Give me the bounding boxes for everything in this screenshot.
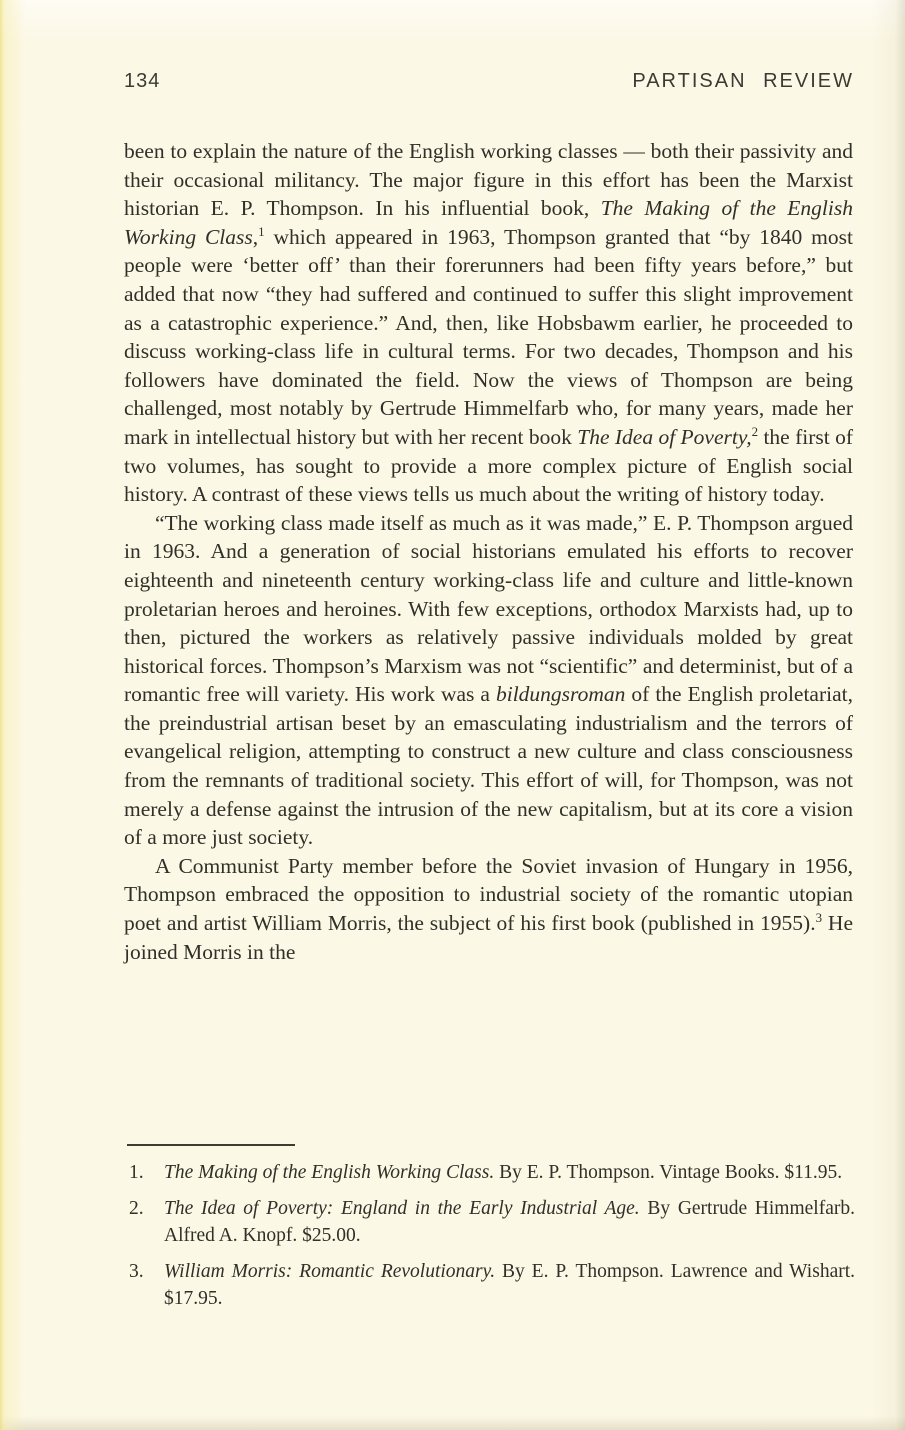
- footnote-1-number: 1.: [129, 1162, 144, 1183]
- footnote-1-text: The Making of the English Working Class. By E. P. Thompson. Vintage Books. $11.95.: [164, 1162, 843, 1183]
- footnote-separator: [127, 1144, 295, 1146]
- paragraph-continuation: been to explain the nature of the English working classes — both their passivity and their occasional militancy. The major figure in this effort has been the Marxist historian E. P. Thompson. In his influential book, The Making of the English Working Class,$^1$ which appeared in 1963, Thompson granted that “by 1840 most people were ‘better off’ than their forerunners had been fifty years before,” but added that now “they had suffered and continued to suffer this slight improvement as a catastrophic experience.” And, then, like Hobsbawm earlier, he proceeded to discuss working-class life in cultural terms. For two decades, Thompson and his followers have dominated the field. Now the views of Thompson are being challenged, most notably by Gertrude Himmelfarb who, for many years, made her mark in intellectual history but with her recent book The Idea of Poverty,$^2$ the first of two volumes, has sought to provide a more complex picture of English social history. A contrast of these views tells us much about the writing of history today.: [124, 139, 854, 507]
- footnote-3-number: 3.: [129, 1261, 144, 1282]
- footnote-3: [124, 1258, 855, 1312]
- running-head: [124, 70, 854, 93]
- page-number: 134: [124, 70, 161, 92]
- journal-title: PARTISAN REVIEW: [632, 70, 854, 92]
- paragraph-working-class: “The working class made itself as much as it was made,” E. P. Thompson argued in 1963. And a generation of social historians emulated his efforts to recover eighteenth and nineteenth century working-class life and culture and little-known proletarian heroes and heroines. With few exceptions, orthodox Marxists had, up to then, pictured the workers as relatively passive individuals molded by great historical forces. Thompson’s Marxism was not “scientific” and determinist, but of a romantic free will variety. His work was a bildungsroman of the English proletariat, the preindustrial artisan beset by an emasculating industrialism and the terrors of evangelical religion, attempting to construct a new culture and class consciousness from the remnants of traditional society. This effort of will, for Thompson, was not merely a defense against the intrusion of the new capitalism, but at its core a vision of a more just society.: [124, 510, 853, 850]
- paragraph-communist-party: A Communist Party member before the Soviet invasion of Hungary in 1956, Thompson embraced the opposition to industrial society of the romantic utopian poet and artist William Morris, the subject of his first book (published in 1955).$^3$ He joined Morris in the: [124, 853, 853, 964]
- footnote-2: [124, 1195, 855, 1249]
- footnote-3-text: William Morris: Romantic Revolutionary. By E. P. Thompson. Lawrence and Wishart. $17.95.: [164, 1261, 856, 1309]
- footnote-2-number: 2.: [129, 1198, 144, 1219]
- footnote-1: [124, 1159, 855, 1186]
- footnotes-section: [124, 1144, 855, 1321]
- footnote-2-text: The Idea of Poverty: England in the Early Industrial Age. By Gertrude Himmelfarb. Alfred A. Knopf. $25.00.: [164, 1198, 855, 1246]
- article-body: [124, 137, 853, 966]
